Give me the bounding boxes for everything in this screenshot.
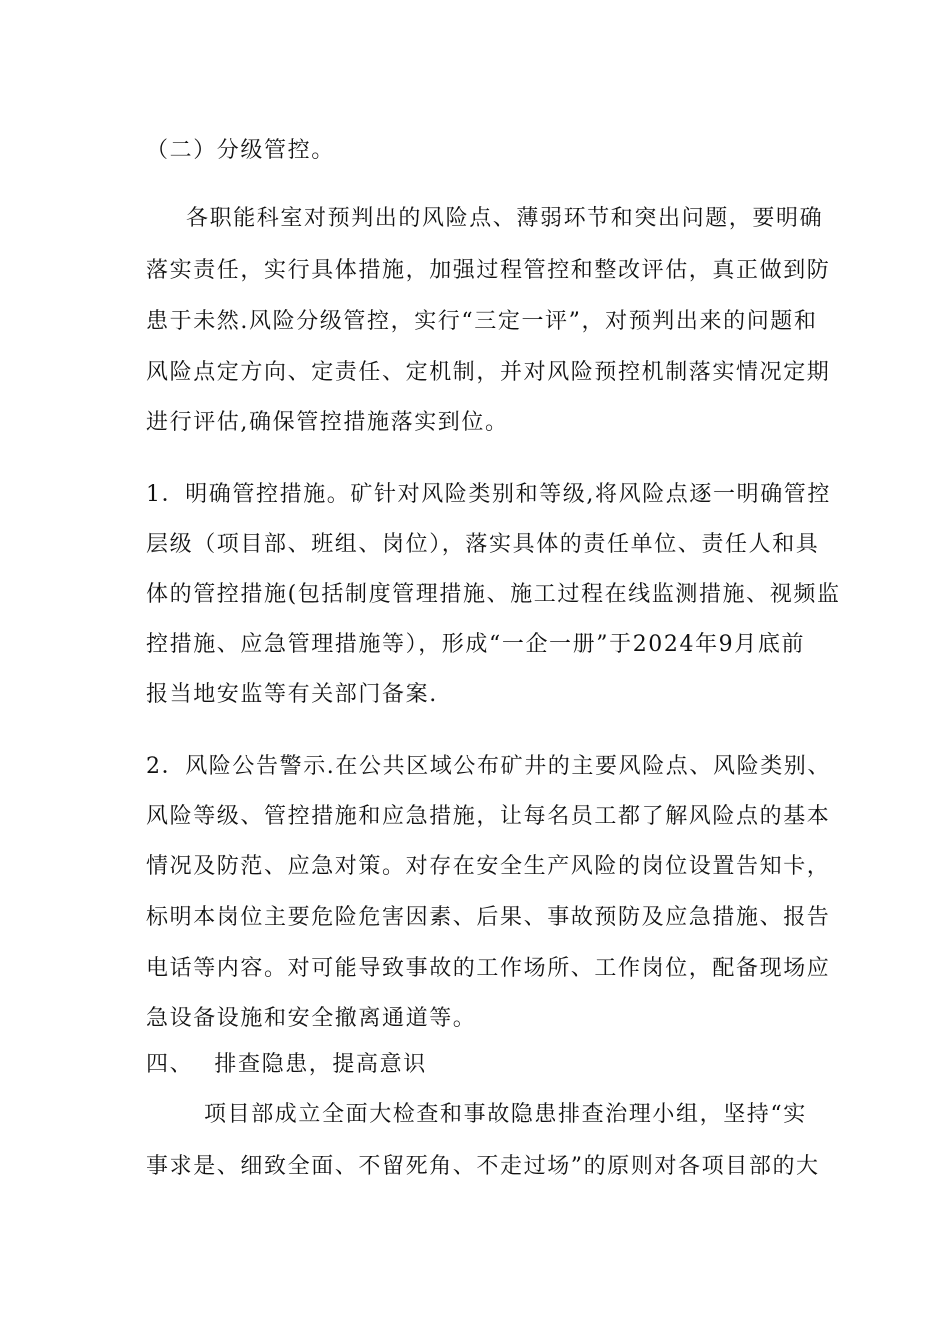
item1-line-3: 体的管控措施(包括制度管理措施、施工过程在线监测措施、视频监 — [146, 582, 841, 607]
item2-line-4: 标明本岗位主要危险危害因素、后果、事故预防及应急措施、报告 — [146, 905, 831, 930]
item2-line-2: 风险等级、管控措施和应急措施，让每名员工都了解风险点的基本 — [146, 804, 831, 829]
item1-line-5: 报当地安监等有关部门备案. — [146, 682, 438, 707]
intro-line-1: 各职能科室对预判出的风险点、薄弱环节和突出问题，要明确 — [186, 206, 824, 231]
section4-heading: 四、 排查隐患，提高意识 — [146, 1052, 427, 1077]
item2-line-3: 情况及防范、应急对策。对存在安全生产风险的岗位设置告知卡， — [146, 854, 831, 879]
intro-line-4: 风险点定方向、定责任、定机制，并对风险预控机制落实情况定期 — [146, 360, 831, 385]
item1-line-1: 1．明确管控措施。矿针对风险类别和等级,将风险点逐一明确管控 — [146, 482, 831, 507]
section-heading: （二）分级管控。 — [146, 138, 335, 163]
section4-line-2: 事求是、细致全面、不留死角、不走过场”的原则对各项目部的大 — [146, 1154, 820, 1179]
item1-line-2: 层级（项目部、班组、岗位），落实具体的责任单位、责任人和具 — [146, 532, 820, 557]
item2-line-1: 2．风险公告警示.在公共区域公布矿井的主要风险点、风险类别、 — [146, 754, 831, 779]
item2-line-5: 电话等内容。对可能导致事故的工作场所、工作岗位，配备现场应 — [146, 956, 831, 981]
intro-line-5: 进行评估,确保管控措施落实到位。 — [146, 410, 509, 435]
section4-line-1: 项目部成立全面大检查和事故隐患排查治理小组，坚持“实 — [204, 1102, 807, 1127]
item1-line-4: 控措施、应急管理措施等），形成“一企一册”于2024年9月底前 — [146, 632, 806, 657]
intro-line-2: 落实责任，实行具体措施，加强过程管控和整改评估，真正做到防 — [146, 258, 831, 283]
intro-line-3: 患于未然.风险分级管控，实行“三定一评”，对预判出来的问题和 — [146, 309, 818, 334]
item2-line-6: 急设备设施和安全撤离通道等。 — [146, 1006, 477, 1031]
